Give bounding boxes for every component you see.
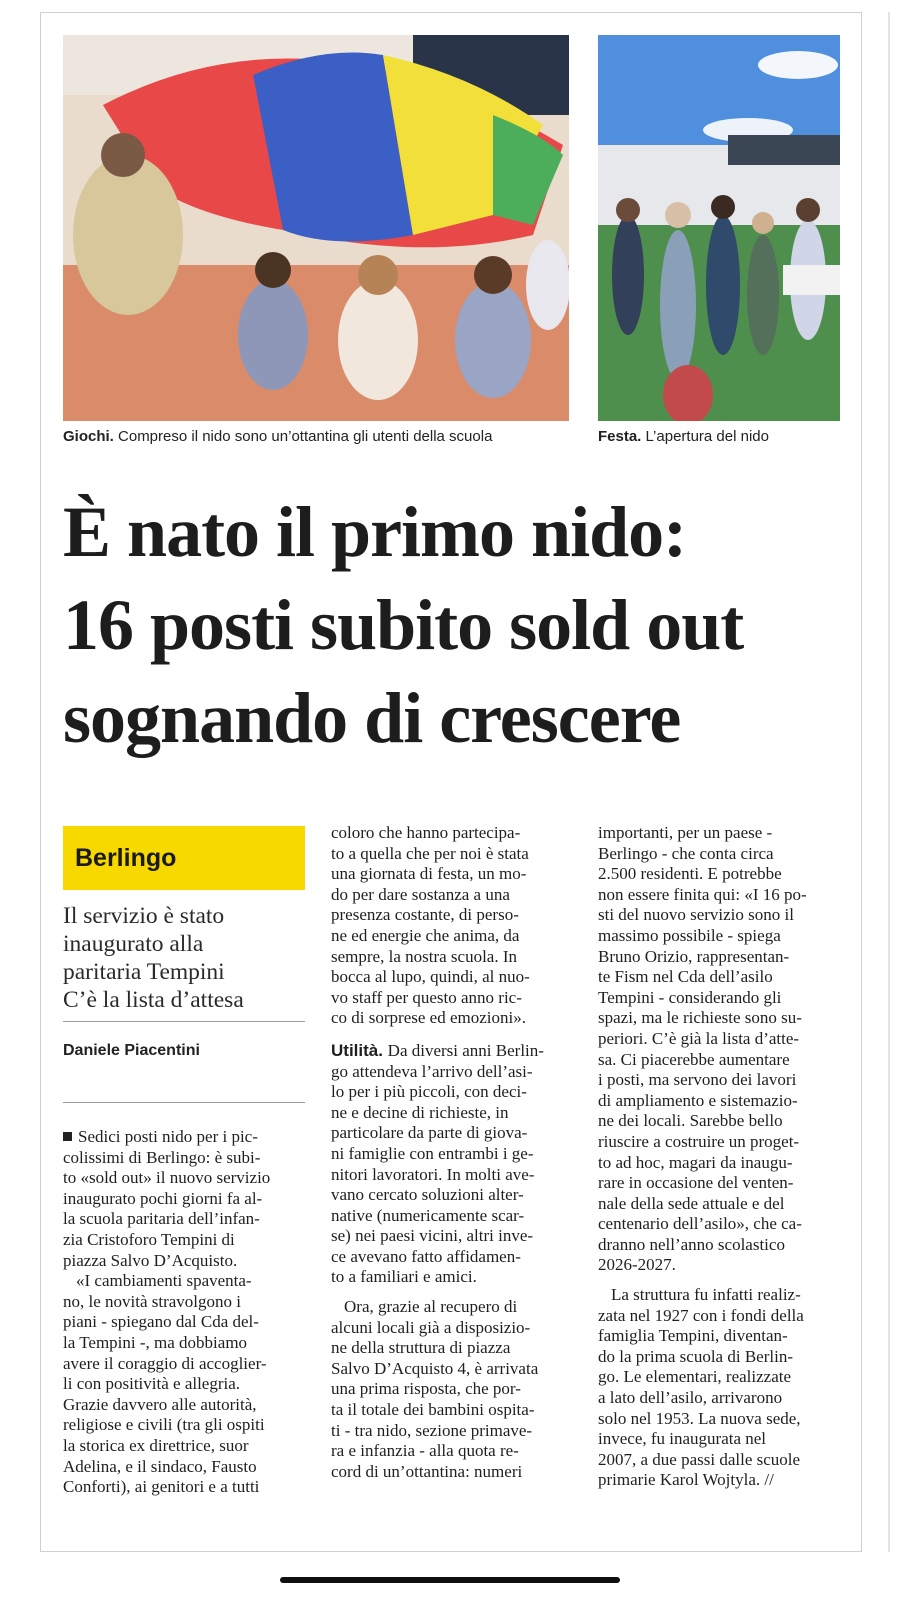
text-line: «I cambiamenti spaventa- [76,1271,252,1291]
text-line: zia Cristoforo Tempini di [63,1229,235,1249]
text-line: to ad hoc, magari da inaugu- [598,1152,793,1172]
text-line: presenza costante, di perso- [331,905,519,925]
home-indicator[interactable] [280,1577,620,1583]
text-line: piani - spiegano dal Cda del- [63,1312,259,1332]
headline-line: È nato il primo nido: [63,492,687,572]
text-line: i posti, ma servono dei lavori [598,1070,797,1090]
text-line: avere il coraggio di accoglier- [63,1353,267,1373]
text-line: te Fism nel Cda dell’asilo [598,967,773,987]
text-line: particolare da parte di giova- [331,1123,528,1143]
text-line: rare in occasione del venten- [598,1173,794,1193]
text-line: a lato dell’asilo, arrivarono [598,1388,783,1408]
text-line: importanti, per un paese - [598,823,773,842]
next-page-edge [888,12,890,1552]
text-line: ta il totale dei bambini ospita- [331,1400,535,1420]
text-line: periori. C’è già la lista d’atte- [598,1028,800,1048]
section-kicker: Berlingo [63,826,305,890]
summary-line: C’è la lista d’attesa [63,987,244,1013]
caption-label: Giochi. [63,428,114,445]
photo-caption-festa [598,428,769,445]
text-line: 2007, a due passi dalle scuole [598,1449,801,1469]
text-line: nitori lavoratori. In molti ave- [331,1164,535,1184]
text-line: ne ed energie che anima, da [331,925,520,945]
text-line: centenario dell’asilo», che ca- [598,1214,802,1234]
text-line: non essere finita qui: «I 16 po- [598,884,807,904]
summary-line: inaugurato alla [63,931,204,957]
text-line: spazi, ma le richieste sono su- [598,1008,802,1028]
text-line: alcuni locali già a disposizio- [331,1317,531,1337]
text-line: co di sorprese ed emozioni». [331,1008,526,1028]
caption-text: Compreso il nido sono un’ottantina gli utenti della scuola [118,428,493,445]
text-line: di ampliamento e sistemazio- [598,1090,798,1110]
text-line: ti - tra nido, sezione primave- [331,1420,533,1440]
text-line: la scuola paritaria dell’infan- [63,1209,260,1229]
text-line: massimo possibile - spiega [598,925,781,945]
text-line: Utilità. Da diversi anni Berlin- [331,1040,544,1060]
text-line: ne della struttura di piazza [331,1338,511,1358]
text-line: Salvo D’Acquisto 4, è arrivata [331,1358,539,1378]
text-line: vo staff per questo anno ric- [331,987,522,1007]
text-line: ne e decine di richieste, in [331,1102,509,1122]
text-line: una prima risposta, che por- [331,1379,521,1399]
text-line: la Tempini -, ma dobbiamo [63,1332,248,1352]
text-line: Ora, grazie al recupero di [344,1297,518,1317]
text-line: native (numericamente scar- [331,1205,525,1225]
divider [63,1102,305,1103]
text-line: Conforti), ai genitori e a tutti [63,1477,260,1497]
article-summary [63,902,305,1014]
text-line: colissimi di Berlingo: è subi- [63,1147,261,1167]
photo-caption-giochi [63,428,492,445]
text-line: dranno nell’anno scolastico [598,1234,785,1254]
text-line: to a familiari e amici. [331,1267,477,1287]
text-line: sa. Ci piacerebbe aumentare [598,1049,790,1069]
text-line: 2.500 residenti. E potrebbe [598,864,782,884]
text-line: Grazie davvero alle autorità, [63,1394,257,1414]
text-line: piazza Salvo D’Acquisto. [63,1250,238,1270]
caption-label: Festa. [598,428,642,445]
text-line: sti del nuovo servizio sono il [598,905,794,925]
text-line: no, le novità stravolgono i [63,1291,242,1311]
text-line: religiose e civili (tra gli ospiti [63,1415,265,1435]
text-line: do la prima scuola di Berlin- [598,1346,793,1366]
text-line: solo nel 1953. La nuova sede, [598,1408,801,1428]
text-line: li con positività e allegria. [63,1374,241,1394]
text-line: ne dei locali. Sarebbe bello [598,1111,783,1131]
text-line: go attendeva l’arrivo dell’asi- [331,1061,533,1081]
text-line: Adelina, e il sindaco, Fausto [63,1456,257,1476]
photo-parachute-game [63,35,569,421]
author-byline: Daniele Piacentini [63,1042,200,1059]
divider [63,1021,305,1022]
paragraph-marker-icon [63,1132,72,1141]
article-headline [63,486,853,765]
text-line: famiglia Tempini, diventan- [598,1326,788,1346]
text-line: ce avevano fatto affidamen- [331,1246,521,1266]
text-line: zata nel 1927 con i fondi della [598,1305,804,1325]
article-column-1 [63,1127,305,1498]
paragraph-lead: Utilità. [331,1040,388,1060]
text-line: una giornata di festa, un mo- [331,864,527,884]
text-line: sempre, la nostra scuola. In [331,946,517,966]
photo-opening-party [598,35,840,421]
summary-line: Il servizio è stato [63,903,225,929]
text-line [331,1029,573,1041]
headline-line: 16 posti subito sold out [63,585,744,665]
article-column-2 [331,823,573,1482]
caption-text: L’apertura del nido [645,428,769,445]
text-line: to «sold out» il nuovo servizio [63,1168,271,1188]
headline-line: sognando di crescere [63,678,681,758]
text-line: do per dare sostanza a una [331,884,510,904]
text-line: Sedici posti nido per i pic- [63,1127,305,1148]
text-line: bocca al lupo, quindi, al nuo- [331,967,530,987]
text-line: Tempini - considerando gli [598,987,782,1007]
text-line: lo per i più piccoli, con deci- [331,1082,527,1102]
text-line: se) nei paesi vicini, altri inve- [331,1226,534,1246]
text-line: nale della sede attuale e del [598,1193,785,1213]
text-line: coloro che hanno partecipa- [331,823,521,842]
text-line: ni famiglie con entrambi i ge- [331,1143,534,1163]
article-column-3 [598,823,840,1491]
text-line: go. Le elementari, realizzate [598,1367,792,1387]
text-line: cord di un’ottantina: numeri [331,1461,523,1481]
text-line: la storica ex direttrice, suor [63,1435,249,1455]
text-line: 2026-2027. [598,1255,676,1275]
text-line: primarie Karol Wojtyla. // [598,1470,774,1490]
text-line: ra e infanzia - alla quota re- [331,1441,519,1461]
text-line: Bruno Orizio, rappresentan- [598,946,790,966]
text-line: riuscire a costruire un proget- [598,1131,800,1151]
summary-line: paritaria Tempini [63,959,225,985]
text-line: vano cercato soluzioni alter- [331,1185,524,1205]
text-line: inaugurato pochi giorni fa al- [63,1188,263,1208]
text-line: La struttura fu infatti realiz- [611,1285,801,1305]
text-line: invece, fu inaugurata nel [598,1429,767,1449]
text-line: Berlingo - che conta circa [598,843,774,863]
text-line: to a quella che per noi è stata [331,843,529,863]
